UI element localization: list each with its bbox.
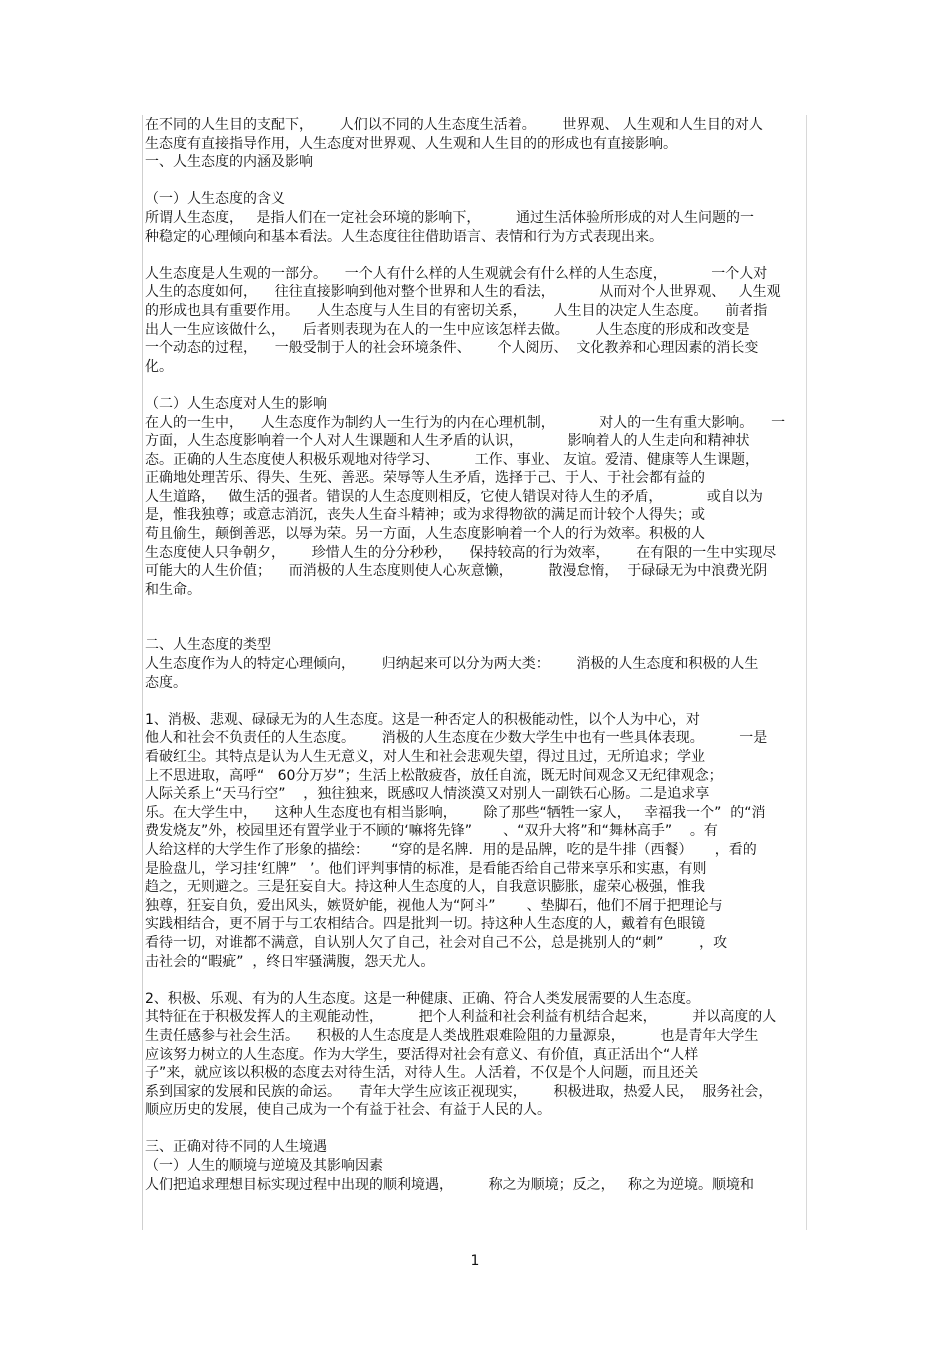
paragraph-line: 2、积极、乐观、有为的人生态度。这是一种健康、正确、符合人类发展需要的人生态度。 <box>145 990 700 1007</box>
paragraph-line: 生责任感参与社会生活。 积极的人生态度是人类战胜艰难险阻的力量源泉， 也是青年大学生 <box>145 1027 759 1044</box>
paragraph-line: 人生的态度如何， 往往直接影响到他对整个世界和人生的看法， 从而对个人世界观、 人生观 <box>145 284 781 301</box>
paragraph-line: 是，惟我独尊；或意志消沉，丧失人生奋斗精神；或为求得物欲的满足而计较个人得失；或 <box>145 507 705 524</box>
paragraph-line: 可能大的人生价值； 而消极的人生态度则使人心灰意懒， 散漫怠惰， 于碌碌无为中浪费光阴 <box>145 563 768 580</box>
paragraph-line: 在人的一生中， 人生态度作为制约人一生行为的内在心理机制， 对人的一生有重大影响。 一 <box>145 414 786 431</box>
paragraph-line: 所谓人生态度， 是指人们在一定社会环境的影响下， 通过生活体验所形成的对人生问题的一 <box>145 209 754 226</box>
paragraph-line: 看破红尘。其特点是认为人生无意义，对人生和社会悲观失望，得过且过，无所追求；学业 <box>145 749 705 765</box>
paragraph-line: 应该努力树立的人生态度。作为大学生，要活得对社会有意义、有价值，真正活出个“人样 <box>145 1046 699 1063</box>
blank-space <box>145 599 805 636</box>
blank-line <box>145 246 805 265</box>
subsection-heading: （二）人生态度对人生的影响 <box>145 395 327 412</box>
blank-line <box>145 971 805 990</box>
paragraph-line: 系到国家的发展和民族的命运。 青年大学生应该正视现实， 积极进取，热爱人民， 服务社会， <box>145 1083 773 1100</box>
paragraph-line: 和生命。 <box>145 581 201 598</box>
paragraph-line: 正确地处理苦乐、得失、生死、善恶。荣辱等人生矛盾，选择于己、于人、于社会都有益的 <box>145 470 705 487</box>
paragraph-line: 实践相结合，更不屑于与工农相结合。四是批判一切。持这种人生态度的人，戴着有色眼镜 <box>145 916 705 933</box>
paragraph-line: 人生态度作为人的特定心理倾向， 归纳起来可以分为两大类： 消极的人生态度和积极的人生 <box>145 656 759 673</box>
paragraph-line: 独尊，狂妄自负，爱出风头，嫉贤妒能，视他人为“阿斗” 、垫脚石，他们不屑于把理论与 <box>145 897 723 914</box>
subsection-heading: （一）人生态度的含义 <box>145 191 285 208</box>
paragraph-line: 出人一生应该做什么， 后者则表现为在人的一生中应该怎样去做。 人生态度的形成和改变是 <box>145 321 750 338</box>
paragraph-line: 生态度有直接指导作用，人生态度对世界观、人生观和人生目的的形成也有直接影响。 <box>145 135 677 152</box>
paragraph-line: 化。 <box>145 358 173 375</box>
paragraph-line: 上不思进取，高呼“ 60分万岁”；生活上松散疲沓，放任自流，既无时间观念又无纪律观念； <box>145 767 723 784</box>
paragraph-line: 人际关系上“天马行空” ，独往独来，既感叹人情淡漠又对别人一副铁石心肠。二是追求享 <box>145 786 710 803</box>
section-heading: 一、人生态度的内涵及影响 <box>145 154 313 171</box>
paragraph-line: 人们把追求理想目标实现过程中出现的顺利境遇， 称之为顺境；反之， 称之为逆境。顺境和 <box>145 1176 754 1193</box>
page-right-border <box>806 115 807 1230</box>
paragraph-line: 态度。 <box>145 674 187 691</box>
paragraph-line: 1、消极、悲观、碌碌无为的人生态度。这是一种否定人的积极能动性，以个人为中心，对 <box>145 711 700 728</box>
paragraph-line: 人生态度是人生观的一部分。 一个人有什么样的人生观就会有什么样的人生态度， 一个人对 <box>145 265 768 282</box>
paragraph-line: 态。正确的人生态度使人积极乐观地对待学习、 工作、事业、 友谊。爱清、健康等人生课题， <box>145 451 760 468</box>
paragraph-line: 种稳定的心理倾向和基本看法。人生态度往往借助语言、表情和行为方式表现出来。 <box>145 228 663 245</box>
paragraph-line: 子”来，就应该以积极的态度去对待生活，对待人生。人活着，不仅是个人问题，而且还关 <box>145 1065 699 1082</box>
paragraph-line: 乐。在大学生中， 这种人生态度也有相当影响， 除了那些“牺牲一家人， 幸福我一个” 的“消 <box>145 804 766 821</box>
paragraph-line: 趋之，无则避之。三是狂妄自大。持这种人生态度的人，自我意识膨胀，虚荣心极强，惟我 <box>145 879 705 896</box>
paragraph-line: 苟且偷生，颠倒善恶，以辱为荣。另一方面，人生态度影响着一个人的行为效率。积极的人 <box>145 526 705 543</box>
blank-line <box>145 1120 805 1139</box>
document-body <box>145 116 805 1194</box>
paragraph-line: 一个动态的过程， 一般受制于人的社会环境条件、 个人阅历、 文化教养和心理因素的消长变 <box>145 340 759 357</box>
blank-line <box>145 172 805 191</box>
paragraph-line: 的形成也具有重要作用。 人生态度与人生目的有密切关系， 人生目的决定人生态度。 前者指 <box>145 302 768 319</box>
paragraph-line: 费发烧友”外，校园里还有置学业于不顾的‘嘛将先锋” 、“双升大将”和“舞林高手” 。有 <box>145 823 718 840</box>
paragraph-line: 方面，人生态度影响着一个人对人生课题和人生矛盾的认识， 影响着人的人生走向和精神状 <box>145 433 750 450</box>
section-heading: 二、人生态度的类型 <box>145 637 271 654</box>
paragraph-line: 人给这样的大学生作了形象的描绘： “穿的是名牌．用的是品牌，吃的是牛排（西餐） ，看的 <box>145 841 757 858</box>
page-left-border <box>142 115 143 1230</box>
paragraph-line: 看待一切，对谁都不满意，自认别人欠了自己，社会对自己不公，总是挑别人的“刺” ，攻 <box>145 934 728 951</box>
paragraph-line: 人生道路， 做生活的强者。错误的人生态度则相反，它使人错误对待人生的矛盾， 或自以为 <box>145 488 763 505</box>
subsection-heading: （一）人生的顺境与逆境及其影响因素 <box>145 1158 383 1175</box>
paragraph-line: 击社会的“暇疵” ，终日牢骚满腹，怨天尤人。 <box>145 953 435 970</box>
blank-line <box>145 692 805 711</box>
paragraph-line: 是脸盘儿，学习挂‘红牌” ’。他们评判事情的标准，是看能否给自己带来享乐和实惠，有则 <box>145 860 707 877</box>
page-number: 1 <box>470 1253 480 1269</box>
paragraph-line: 生态度使人只争朝夕， 珍惜人生的分分秒秒， 保持较高的行为效率， 在有限的一生中实现尽 <box>145 544 777 561</box>
paragraph-line: 在不同的人生目的支配下， 人们以不同的人生态度生活着。 世界观、 人生观和人生目的对人 <box>145 117 763 133</box>
paragraph-line: 顺应历史的发展，使自己成为一个有益于社会、有益于人民的人。 <box>145 1102 551 1119</box>
blank-line <box>145 376 805 395</box>
paragraph-line: 其特征在于积极发挥人的主观能动性， 把个人利益和社会利益有机结合起来， 并以高度的人 <box>145 1009 777 1026</box>
paragraph-line: 他人和社会不负责任的人生态度。 消极的人生态度在少数大学生中也有一些具体表现。 一是 <box>145 730 768 747</box>
section-heading: 三、正确对待不同的人生境遇 <box>145 1139 327 1156</box>
